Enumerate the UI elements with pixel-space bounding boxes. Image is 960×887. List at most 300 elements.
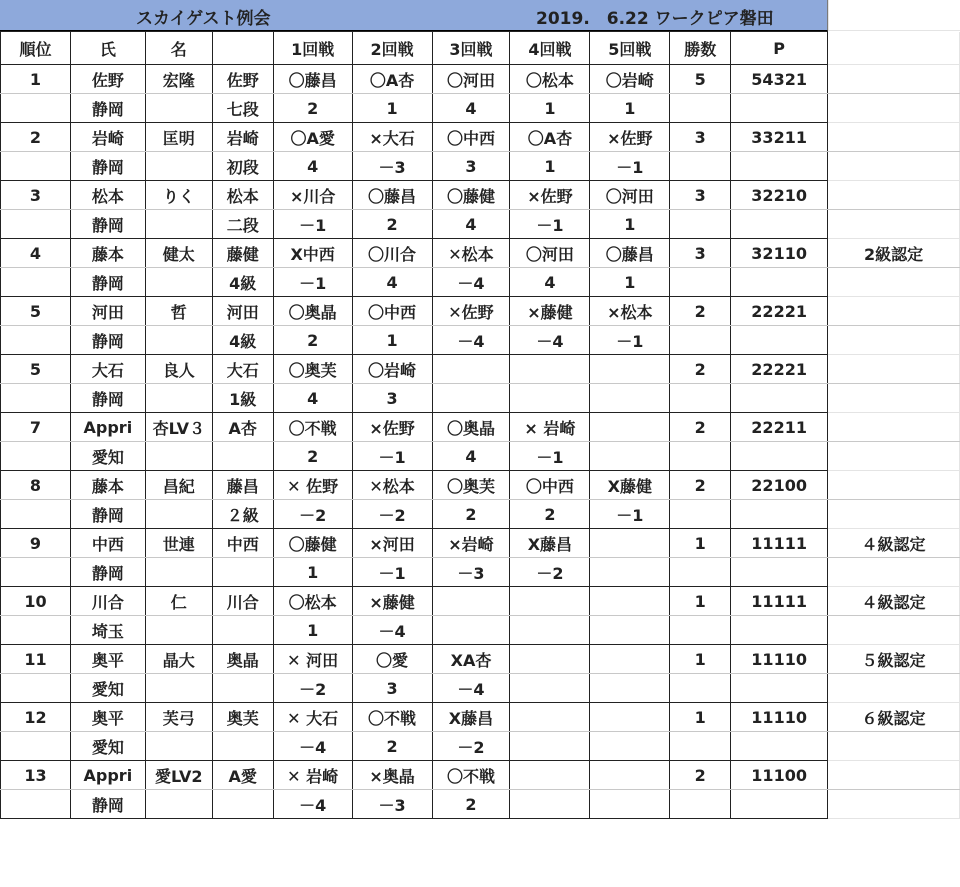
short-name-cell: 藤健	[212, 239, 273, 268]
empty-cell	[731, 94, 828, 123]
round-3-result	[432, 587, 510, 616]
grade-cell	[212, 558, 273, 587]
empty-cell	[1, 558, 71, 587]
empty-cell	[731, 732, 828, 761]
empty-cell	[145, 210, 212, 239]
player-detail-row	[1, 268, 960, 297]
first-name-cell: 昌紀	[145, 471, 212, 500]
round-1-result: ✕ 大石	[273, 703, 352, 732]
empty-cell	[145, 732, 212, 761]
short-name-cell: 岩崎	[212, 123, 273, 152]
player-row	[1, 587, 960, 616]
round-2-score: 1	[352, 94, 432, 123]
round-5-result: ×松本	[590, 297, 670, 326]
round-3-score: 3	[432, 152, 510, 181]
round-1-score: －2	[273, 674, 352, 703]
first-name-cell: 健太	[145, 239, 212, 268]
empty-cell	[1, 500, 71, 529]
prefecture-cell: 静岡	[70, 326, 145, 355]
empty-cell	[670, 558, 731, 587]
wins-cell: 1	[670, 703, 731, 732]
round-2-result: ✕松本	[352, 471, 432, 500]
certification-note: ４級認定	[828, 587, 960, 616]
empty-cell	[828, 790, 960, 819]
empty-cell	[731, 152, 828, 181]
last-name-cell: 奥平	[70, 645, 145, 674]
rank-cell: 12	[1, 703, 71, 732]
last-name-cell: 河田	[70, 297, 145, 326]
prefecture-cell: 静岡	[70, 94, 145, 123]
grade-cell	[212, 732, 273, 761]
empty-cell	[670, 732, 731, 761]
player-detail-row	[1, 558, 960, 587]
empty-cell	[828, 326, 960, 355]
round-3-score: 2	[432, 500, 510, 529]
round-4-score: －1	[510, 442, 590, 471]
title-bar	[0, 0, 828, 31]
certification-note: 2級認定	[828, 239, 960, 268]
round-1-result: ×川合	[273, 181, 352, 210]
prefecture-cell: 埼玉	[70, 616, 145, 645]
rank-cell: 10	[1, 587, 71, 616]
round-5-score: 1	[590, 94, 670, 123]
header-rank: 順位	[1, 32, 71, 65]
round-5-result	[590, 355, 670, 384]
round-2-score: －2	[352, 500, 432, 529]
empty-cell	[670, 616, 731, 645]
certification-note	[828, 761, 960, 790]
round-1-score: 1	[273, 558, 352, 587]
wins-cell: 2	[670, 761, 731, 790]
points-cell: 32110	[731, 239, 828, 268]
round-1-score: 4	[273, 152, 352, 181]
round-4-result	[510, 761, 590, 790]
empty-cell	[670, 674, 731, 703]
grade-cell: ２級	[212, 500, 273, 529]
round-5-result: 〇岩崎	[590, 65, 670, 94]
empty-cell	[145, 326, 212, 355]
round-2-score: 2	[352, 210, 432, 239]
round-5-result	[590, 529, 670, 558]
round-5-score: －1	[590, 326, 670, 355]
player-row	[1, 413, 960, 442]
round-5-score	[590, 384, 670, 413]
grade-cell: 二段	[212, 210, 273, 239]
empty-cell	[828, 616, 960, 645]
short-name-cell: 川合	[212, 587, 273, 616]
rank-cell: 13	[1, 761, 71, 790]
round-5-result	[590, 413, 670, 442]
header-points: P	[731, 32, 828, 65]
last-name-cell: 岩崎	[70, 123, 145, 152]
empty-cell	[731, 210, 828, 239]
points-cell: 32210	[731, 181, 828, 210]
round-1-score: 2	[273, 326, 352, 355]
round-2-score: 1	[352, 326, 432, 355]
player-detail-row	[1, 442, 960, 471]
points-cell: 22221	[731, 355, 828, 384]
player-row	[1, 65, 960, 94]
rank-cell: 11	[1, 645, 71, 674]
round-2-score: －1	[352, 558, 432, 587]
prefecture-cell: 愛知	[70, 674, 145, 703]
round-5-score: 1	[590, 210, 670, 239]
round-4-score: 2	[510, 500, 590, 529]
empty-cell	[670, 500, 731, 529]
empty-cell	[828, 674, 960, 703]
player-row	[1, 297, 960, 326]
player-row	[1, 239, 960, 268]
wins-cell: 3	[670, 181, 731, 210]
round-5-score	[590, 616, 670, 645]
last-name-cell: 大石	[70, 355, 145, 384]
round-3-result: X藤昌	[432, 703, 510, 732]
grade-cell: 七段	[212, 94, 273, 123]
empty-cells	[828, 0, 960, 31]
prefecture-cell: 愛知	[70, 732, 145, 761]
round-1-score: －4	[273, 732, 352, 761]
first-name-cell: りく	[145, 181, 212, 210]
short-name-cell: 中西	[212, 529, 273, 558]
short-name-cell: 大石	[212, 355, 273, 384]
wins-cell: 2	[670, 471, 731, 500]
first-name-cell: 杏LV３	[145, 413, 212, 442]
round-4-score: 1	[510, 94, 590, 123]
round-3-score: 4	[432, 210, 510, 239]
grade-cell: 1級	[212, 384, 273, 413]
certification-note	[828, 181, 960, 210]
empty-cell	[1, 94, 71, 123]
round-4-result: ×藤健	[510, 297, 590, 326]
round-3-result: 〇奥晶	[432, 413, 510, 442]
empty-cell	[1, 326, 71, 355]
round-2-score: 4	[352, 268, 432, 297]
header-round-1: 1回戦	[273, 32, 352, 65]
round-3-score: －3	[432, 558, 510, 587]
last-name-cell: 藤本	[70, 471, 145, 500]
last-name-cell: Appri	[70, 413, 145, 442]
first-name-cell: 宏隆	[145, 65, 212, 94]
wins-cell: 2	[670, 355, 731, 384]
round-5-score	[590, 732, 670, 761]
empty-cell	[145, 384, 212, 413]
empty-cell	[145, 442, 212, 471]
rank-cell: 2	[1, 123, 71, 152]
round-1-score: 1	[273, 616, 352, 645]
round-4-score	[510, 732, 590, 761]
round-5-score	[590, 790, 670, 819]
round-4-score: －4	[510, 326, 590, 355]
empty-cell	[828, 384, 960, 413]
round-3-score: 2	[432, 790, 510, 819]
round-5-score: －1	[590, 152, 670, 181]
round-5-score	[590, 674, 670, 703]
round-1-result: 〇不戦	[273, 413, 352, 442]
sheet-title: スカイゲスト例会	[136, 9, 271, 29]
round-5-result	[590, 703, 670, 732]
empty-cell	[670, 384, 731, 413]
round-4-result: × 岩崎	[510, 413, 590, 442]
empty-cell	[670, 442, 731, 471]
certification-note	[828, 471, 960, 500]
empty-cell	[731, 616, 828, 645]
round-4-result	[510, 587, 590, 616]
empty-cell	[731, 442, 828, 471]
empty-cell	[731, 500, 828, 529]
short-name-cell: 河田	[212, 297, 273, 326]
empty-cell	[670, 790, 731, 819]
round-2-result: ×佐野	[352, 413, 432, 442]
empty-cell	[828, 732, 960, 761]
round-5-score	[590, 442, 670, 471]
short-name-cell: 佐野	[212, 65, 273, 94]
round-1-result: ✕ 河田	[273, 645, 352, 674]
round-3-score: －2	[432, 732, 510, 761]
grade-cell	[212, 674, 273, 703]
round-3-result: 〇中西	[432, 123, 510, 152]
empty-cell	[1, 732, 71, 761]
wins-cell: 2	[670, 297, 731, 326]
certification-note	[828, 297, 960, 326]
round-1-score: －1	[273, 210, 352, 239]
empty-cell	[670, 152, 731, 181]
last-name-cell: 佐野	[70, 65, 145, 94]
round-5-score: －1	[590, 500, 670, 529]
points-cell: 54321	[731, 65, 828, 94]
last-name-cell: Appri	[70, 761, 145, 790]
empty-cell	[145, 94, 212, 123]
round-5-result	[590, 761, 670, 790]
round-1-result: ✕ 岩崎	[273, 761, 352, 790]
points-cell: 11100	[731, 761, 828, 790]
round-2-result: ×河田	[352, 529, 432, 558]
round-4-result: 〇A杏	[510, 123, 590, 152]
header-row	[1, 32, 960, 65]
round-5-result: ×佐野	[590, 123, 670, 152]
event-date-place: 2019. 6.22 ワークピア磐田	[536, 9, 774, 29]
header-last-name: 氏	[70, 32, 145, 65]
round-4-result: 〇松本	[510, 65, 590, 94]
round-3-result: XA杏	[432, 645, 510, 674]
certification-note	[828, 355, 960, 384]
round-2-result: 〇川合	[352, 239, 432, 268]
player-row	[1, 181, 960, 210]
round-2-result: ×藤健	[352, 587, 432, 616]
header-short	[212, 32, 273, 65]
points-cell: 22100	[731, 471, 828, 500]
empty-cell	[1, 384, 71, 413]
player-detail-row	[1, 616, 960, 645]
player-row	[1, 761, 960, 790]
rank-cell: 7	[1, 413, 71, 442]
empty-cell	[828, 210, 960, 239]
player-detail-row	[1, 384, 960, 413]
first-name-cell: 晶大	[145, 645, 212, 674]
empty-cell	[145, 268, 212, 297]
player-detail-row	[1, 732, 960, 761]
short-name-cell: A愛	[212, 761, 273, 790]
wins-cell: 5	[670, 65, 731, 94]
empty-cell	[1, 442, 71, 471]
round-2-score: －3	[352, 790, 432, 819]
short-name-cell: 奥晶	[212, 645, 273, 674]
round-3-score	[432, 384, 510, 413]
empty-cell	[145, 790, 212, 819]
empty-cell	[145, 152, 212, 181]
empty-cell	[670, 268, 731, 297]
empty-cell	[670, 326, 731, 355]
round-2-score: 3	[352, 384, 432, 413]
header-first-name: 名	[145, 32, 212, 65]
grade-cell: 4級	[212, 268, 273, 297]
empty-cell	[1, 268, 71, 297]
empty-cell	[731, 268, 828, 297]
player-row	[1, 355, 960, 384]
player-detail-row	[1, 674, 960, 703]
last-name-cell: 中西	[70, 529, 145, 558]
round-3-result: 〇不戦	[432, 761, 510, 790]
player-row	[1, 645, 960, 674]
empty-cell	[1, 790, 71, 819]
round-3-result: 〇河田	[432, 65, 510, 94]
player-detail-row	[1, 326, 960, 355]
empty-cell	[828, 500, 960, 529]
player-row	[1, 123, 960, 152]
prefecture-cell: 静岡	[70, 210, 145, 239]
round-5-result	[590, 645, 670, 674]
round-3-result: ✕松本	[432, 239, 510, 268]
round-4-score	[510, 384, 590, 413]
first-name-cell: 仁	[145, 587, 212, 616]
empty-cell	[1, 616, 71, 645]
rank-cell: 1	[1, 65, 71, 94]
empty-cell	[828, 558, 960, 587]
points-cell: 22221	[731, 297, 828, 326]
empty-cell	[1, 210, 71, 239]
first-name-cell: 愛LV2	[145, 761, 212, 790]
empty-cell	[828, 442, 960, 471]
rank-cell: 3	[1, 181, 71, 210]
round-3-result	[432, 355, 510, 384]
header-round-5: 5回戦	[590, 32, 670, 65]
round-3-result: 〇藤健	[432, 181, 510, 210]
player-row	[1, 703, 960, 732]
header-round-2: 2回戦	[352, 32, 432, 65]
round-1-score: 2	[273, 94, 352, 123]
round-4-score: 1	[510, 152, 590, 181]
grade-cell	[212, 442, 273, 471]
empty-cell	[670, 94, 731, 123]
round-4-result	[510, 645, 590, 674]
player-detail-row	[1, 790, 960, 819]
rank-cell: 9	[1, 529, 71, 558]
round-1-score: －2	[273, 500, 352, 529]
points-cell: 11111	[731, 529, 828, 558]
header-round-3: 3回戦	[432, 32, 510, 65]
wins-cell: 1	[670, 529, 731, 558]
round-5-score	[590, 558, 670, 587]
empty-cell	[731, 674, 828, 703]
round-3-result: 〇奥芙	[432, 471, 510, 500]
prefecture-cell: 静岡	[70, 500, 145, 529]
round-1-result: 〇藤健	[273, 529, 352, 558]
prefecture-cell: 静岡	[70, 268, 145, 297]
round-2-score: －1	[352, 442, 432, 471]
short-name-cell: A杏	[212, 413, 273, 442]
certification-note	[828, 65, 960, 94]
round-5-result: 〇藤昌	[590, 239, 670, 268]
round-1-score: －4	[273, 790, 352, 819]
prefecture-cell: 静岡	[70, 152, 145, 181]
player-row	[1, 471, 960, 500]
grade-cell: 初段	[212, 152, 273, 181]
empty-cell	[670, 210, 731, 239]
empty-cell	[1, 674, 71, 703]
round-5-score: 1	[590, 268, 670, 297]
round-4-result: ×佐野	[510, 181, 590, 210]
round-3-score: －4	[432, 674, 510, 703]
round-4-score	[510, 790, 590, 819]
empty-cell	[828, 32, 960, 65]
player-detail-row	[1, 152, 960, 181]
first-name-cell: 哲	[145, 297, 212, 326]
round-3-result: ×岩崎	[432, 529, 510, 558]
round-2-score: －4	[352, 616, 432, 645]
empty-cell	[1, 152, 71, 181]
certification-note: ４級認定	[828, 529, 960, 558]
empty-cell	[828, 152, 960, 181]
first-name-cell: 芙弓	[145, 703, 212, 732]
points-cell: 11110	[731, 703, 828, 732]
wins-cell: 3	[670, 123, 731, 152]
last-name-cell: 川合	[70, 587, 145, 616]
results-table	[0, 31, 960, 819]
round-4-score: 4	[510, 268, 590, 297]
round-4-score: －2	[510, 558, 590, 587]
rank-cell: 8	[1, 471, 71, 500]
round-2-result: 〇不戦	[352, 703, 432, 732]
short-name-cell: 奥芙	[212, 703, 273, 732]
wins-cell: 3	[670, 239, 731, 268]
empty-cell	[731, 326, 828, 355]
round-1-score: 2	[273, 442, 352, 471]
round-4-score	[510, 674, 590, 703]
round-1-result: X中西	[273, 239, 352, 268]
rank-cell: 4	[1, 239, 71, 268]
round-2-result: 〇藤昌	[352, 181, 432, 210]
round-2-result: ×大石	[352, 123, 432, 152]
round-4-result: 〇河田	[510, 239, 590, 268]
prefecture-cell: 愛知	[70, 442, 145, 471]
round-5-result: X藤健	[590, 471, 670, 500]
certification-note: ６級認定	[828, 703, 960, 732]
points-cell: 22211	[731, 413, 828, 442]
empty-cell	[731, 384, 828, 413]
header-round-4: 4回戦	[510, 32, 590, 65]
round-4-score	[510, 616, 590, 645]
player-detail-row	[1, 210, 960, 239]
round-1-score: －1	[273, 268, 352, 297]
round-1-result: 〇A愛	[273, 123, 352, 152]
wins-cell: 2	[670, 413, 731, 442]
round-4-result: X藤昌	[510, 529, 590, 558]
points-cell: 11111	[731, 587, 828, 616]
round-4-result	[510, 355, 590, 384]
round-1-result: 〇松本	[273, 587, 352, 616]
round-1-result: ✕ 佐野	[273, 471, 352, 500]
grade-cell	[212, 616, 273, 645]
short-name-cell: 藤昌	[212, 471, 273, 500]
